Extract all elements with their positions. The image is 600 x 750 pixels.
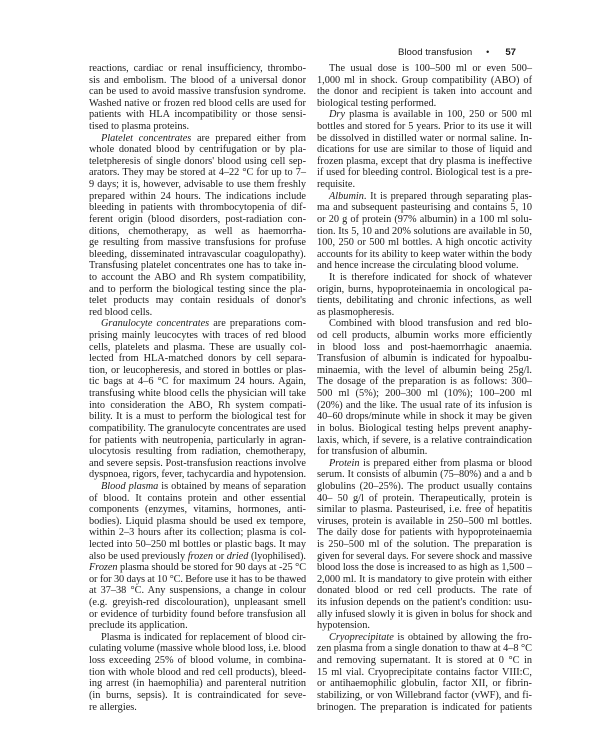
- text-run: Transfusing platelet concentrates one has to take in-: [89, 260, 306, 272]
- text-run: bodies). Liquid plasma should be used ex tempore,: [89, 515, 306, 527]
- page-number: 57: [505, 46, 516, 58]
- text-line: [317, 493, 532, 505]
- text-run: re allergies.: [89, 701, 137, 713]
- text-run: is prepared either from plasma or blood: [359, 457, 532, 469]
- text-run: blood loss the dose is increased to as high as 1,500 –: [317, 562, 532, 574]
- italic-term: dried: [226, 550, 249, 562]
- text-run: at 37–38 °C. Any suspensions, a change in colour: [89, 585, 306, 597]
- text-run: zen plasma from a single donation to thaw at 4–8 °C: [317, 643, 532, 655]
- text-line: [89, 609, 306, 621]
- text-line: [317, 388, 532, 400]
- text-run: od cell products, albumin works more efficiently: [317, 330, 532, 342]
- text-run: bility. It is a must to perform the biological test for: [89, 411, 306, 423]
- text-run: prepared within 24 hours. The indications include: [89, 190, 306, 202]
- text-line: [317, 690, 532, 702]
- text-run: 40– 50 g/l of protein. Therapeutically, protein is: [317, 492, 532, 504]
- text-line: [89, 585, 306, 597]
- text-line: [317, 702, 532, 714]
- text-run: transfusing white blood cells the physician will take: [89, 388, 306, 400]
- text-run: The daily dose for patients with hypoproteinaemia: [317, 527, 532, 539]
- text-run: serum. It consists of albumin (75–80%) and a and b: [317, 469, 532, 481]
- text-line: [89, 156, 306, 168]
- text-line: [317, 643, 532, 655]
- text-line: [317, 632, 532, 644]
- text-run: . It is prepared through separating plas-: [363, 190, 532, 202]
- text-run: laxis, which, if severe, is a relative contraindication: [317, 434, 532, 446]
- text-run: also be used previously: [89, 550, 188, 562]
- text-run: stabilizing, or von Willebrand factor (vWF), and fi-: [317, 689, 532, 701]
- text-run: preclude its application.: [89, 620, 188, 632]
- italic-term: Frozen: [89, 562, 118, 574]
- text-run: telet products may contain residuals of donor's: [89, 295, 306, 307]
- text-run: within 2–3 hours after its collection; plasma is col-: [89, 527, 306, 539]
- text-line: [317, 539, 532, 551]
- text-line: [317, 620, 532, 632]
- text-run: given for several days. For severe shock and massive: [317, 550, 532, 562]
- text-run: brinogen. The preparation is indicated for patients: [317, 701, 532, 713]
- text-run: culating volume (massive whole blood loss, i.e. blood: [89, 643, 306, 655]
- text-run: tic bags at 4–6 °C for maximum 24 hours. Again,: [89, 376, 306, 388]
- text-line: [317, 121, 532, 133]
- text-line: [317, 353, 532, 365]
- text-line: [317, 330, 532, 342]
- text-run: or antihaemophilic globulin, factor XII, or fibrin-: [317, 678, 532, 690]
- text-line: [89, 423, 306, 435]
- text-run: ing arrest (in haemophilia) and parenteral nutrition: [89, 678, 306, 690]
- text-run: viruses, protein is available in 250–500 ml bottles.: [317, 515, 532, 527]
- text-run: compatibility. The granulocyte concentrates are used: [89, 422, 306, 434]
- text-line: [89, 63, 306, 75]
- text-line: [317, 469, 532, 481]
- text-line: [317, 260, 532, 272]
- text-run: frozen plasma, except that dry plasma is ineffective: [317, 155, 532, 167]
- text-line: [317, 400, 532, 412]
- text-line: [89, 539, 306, 551]
- text-line: [89, 260, 306, 272]
- text-line: [89, 237, 306, 249]
- text-run: or evidence of turbidity found before transfusion all: [89, 608, 306, 620]
- text-line: [317, 307, 532, 319]
- text-line: [89, 376, 306, 388]
- text-run: Transfusion of albumin is indicated for hypoalbu-: [317, 353, 532, 365]
- text-run: into consideration the ABO, Rh system compati-: [89, 399, 306, 411]
- text-line: [317, 98, 532, 110]
- text-line: [89, 504, 306, 516]
- running-title: Blood transfusion: [398, 46, 473, 58]
- text-line: [317, 342, 532, 354]
- text-run: is obtained by means of separation: [158, 480, 306, 492]
- text-run: lected into 50–250 ml bottles or plastic bags. It may: [89, 538, 306, 550]
- text-run: bleeding, disseminated intravascular coagulopathy).: [89, 248, 306, 260]
- text-line: [89, 655, 306, 667]
- text-run: (e.g. greyish-red discolouration), unpleasant smell: [89, 597, 306, 609]
- text-run: dications for use are similar to those of liquid and: [317, 144, 532, 156]
- text-line: [89, 167, 306, 179]
- text-run: as plasmopheresis.: [317, 306, 395, 318]
- text-line: [89, 458, 306, 470]
- text-run: globulins (20–25%). The product usually contains: [317, 480, 532, 492]
- text-run: accounts for its ability to keep water within the body: [317, 248, 532, 260]
- text-run: The dosage of the preparation is as follows: 300–: [317, 376, 532, 388]
- italic-term: Albumin: [329, 190, 364, 202]
- text-run: or 20 g of protein (97% albumin) in a 100 ml solu-: [317, 213, 532, 225]
- text-line: [317, 167, 532, 179]
- text-line: [317, 249, 532, 261]
- text-line: [89, 86, 306, 98]
- text-run: cells, platelets and plasma. These are usually col-: [89, 341, 306, 353]
- text-run: tients, debilitating and chronic infections, as well: [317, 295, 532, 307]
- text-line: [317, 284, 532, 296]
- text-line: [89, 643, 306, 655]
- text-line: [89, 435, 306, 447]
- text-line: [89, 353, 306, 365]
- text-run: teletpheresis of single donors' blood using cell sep-: [89, 155, 306, 167]
- text-run: or: [213, 550, 227, 562]
- text-line: [89, 562, 306, 574]
- text-run: if used for bleeding control. Biological test is a pre-: [317, 167, 532, 179]
- text-run: to account the ABO and Rh system compatibility,: [89, 271, 306, 283]
- text-run: ditions, chemotherapy, as well as haemorrha-: [89, 225, 306, 237]
- text-run: The usual dose is 100–500 ml or even 500–: [329, 63, 532, 74]
- text-run: are preparations com-: [209, 318, 306, 330]
- text-line: [317, 574, 532, 586]
- text-run: requisite.: [317, 179, 356, 191]
- text-run: (in burns, sepsis). It is contraindicated for seve-: [89, 689, 306, 701]
- text-run: tion with whole blood and red cell products), bleed-: [89, 666, 306, 678]
- text-line: [89, 597, 306, 609]
- text-run: is obtained by allowing the fro-: [393, 631, 532, 643]
- text-run: ulocytosis resulting from radiation, chemotherapy,: [89, 446, 306, 458]
- text-line: [89, 342, 306, 354]
- text-run: and removing supernatant. It is stored at 0 °C in: [317, 655, 532, 667]
- left-text-column: [89, 63, 306, 713]
- text-run: donated blood or red cell products. The rate of: [317, 585, 532, 597]
- text-line: [89, 318, 306, 330]
- text-run: lected from HLA-matched donors by cell separa-: [89, 353, 306, 365]
- text-line: [317, 551, 532, 563]
- text-line: [317, 272, 532, 284]
- text-run: for transfusion of albumin.: [317, 446, 428, 458]
- text-run: 1,000 ml in shock. Group compatibility (ABO) of: [317, 74, 532, 86]
- text-line: [89, 272, 306, 284]
- text-run: and severe sepsis. Post-transfusion reactions involve: [89, 457, 306, 469]
- text-run: is 250–500 ml of the solution. The preparation is: [317, 538, 532, 550]
- text-run: 40–60 drops/minute while in shock it may be given: [317, 411, 532, 423]
- text-run: tion. Its 5, 10 and 20% solutions are available in 50,: [317, 225, 532, 237]
- text-run: (20%) and the like. The usual rate of its infusion is: [317, 399, 532, 411]
- text-run: bleeding in patients with thrombocytopenia of dif-: [89, 202, 306, 214]
- text-run: and hence increase the circulating blood volume.: [317, 260, 519, 272]
- text-run: origin, burns, hypoproteinaemia in oncological pa-: [317, 283, 532, 295]
- text-line: [317, 365, 532, 377]
- text-run: tised to plasma proteins.: [89, 121, 190, 133]
- text-run: are prepared either from: [191, 132, 306, 144]
- text-run: It is therefore indicated for shock of whatever: [329, 271, 532, 283]
- text-run: the donor and recipient is taken into account and: [317, 86, 532, 98]
- text-line: [89, 469, 306, 481]
- text-run: 2,000 ml. It is mandatory to give protein with either: [317, 573, 532, 585]
- running-header: [300, 45, 516, 59]
- text-line: [317, 585, 532, 597]
- text-run: dyspnoea, rigors, fever, tachycardia and hypotension.: [89, 469, 306, 481]
- text-run: components (enzymes, vitamins, hormones, anti-: [89, 504, 306, 516]
- text-line: [317, 179, 532, 191]
- text-line: [317, 504, 532, 516]
- text-line: [317, 86, 532, 98]
- text-run: Washed native or frozen red blood cells are used for: [89, 97, 306, 109]
- text-run: tion, or leucopheresis, and stored in bottles or plas-: [89, 364, 306, 376]
- text-line: [317, 295, 532, 307]
- text-run: similar to plasma. Pasteurised, i.e. free of hepatitis: [317, 504, 532, 516]
- text-line: [89, 133, 306, 145]
- text-line: [317, 446, 532, 458]
- italic-term: frozen: [187, 550, 213, 562]
- text-run: for patients with neutropenia, particularly in agran-: [89, 434, 306, 446]
- text-run: in blood loss and post-haemorrhagic anaemia.: [317, 341, 532, 353]
- text-line: [317, 237, 532, 249]
- text-run: in bolus. Biological testing helps prevent anaphy-: [317, 422, 532, 434]
- italic-term: Granulocyte concentrates: [101, 318, 210, 330]
- text-line: [89, 179, 306, 191]
- text-line: [317, 318, 532, 330]
- text-line: [317, 133, 532, 145]
- text-line: [317, 597, 532, 609]
- text-line: [89, 632, 306, 644]
- text-line: [89, 330, 306, 342]
- text-line: [89, 574, 306, 586]
- text-run: minaemia, with the level of albumin being 25g/l.: [317, 364, 532, 376]
- text-run: bottles and stored for 5 years. Prior to its use it will: [317, 121, 532, 133]
- text-run: (lyophilised).: [248, 550, 306, 562]
- text-line: [317, 667, 532, 679]
- italic-term: Protein: [329, 457, 360, 469]
- text-run: plasma should be stored for 90 days at -25 °C: [117, 562, 307, 574]
- text-line: [317, 226, 532, 238]
- text-line: [317, 423, 532, 435]
- text-run: patients with HLA incompatibility or those sensi-: [89, 109, 306, 121]
- text-line: [89, 446, 306, 458]
- right-text-column: [317, 63, 532, 713]
- text-line: [89, 667, 306, 679]
- text-line: [317, 609, 532, 621]
- text-run: 100, 250 or 500 ml bottles. A high oncotic activity: [317, 237, 532, 249]
- text-line: [89, 551, 306, 563]
- text-line: [317, 516, 532, 528]
- text-run: 15 ml vial. Cryoprecipitate contains factor VIII:C,: [317, 666, 532, 678]
- text-run: ma and subsequent pasteurising and contains 5, 10: [317, 202, 532, 214]
- text-line: [89, 400, 306, 412]
- text-run: or for 30 days at 10 °C. Before use it has to be thawed: [89, 573, 306, 585]
- text-line: [317, 191, 532, 203]
- text-line: [89, 109, 306, 121]
- text-run: 9 days; it is, however, advisable to use them freshly: [89, 179, 306, 191]
- text-run: plasma is available in 100, 250 or 500 ml: [345, 109, 532, 121]
- text-run: ge resulting from massive transfusions for profuse: [89, 237, 306, 249]
- text-line: [317, 435, 532, 447]
- text-run: its infusion depends on the patient's condition: usu-: [317, 597, 532, 609]
- text-line: [89, 481, 306, 493]
- text-line: [317, 458, 532, 470]
- text-run: biological testing performed.: [317, 97, 437, 109]
- italic-term: Platelet concentrates: [101, 132, 192, 144]
- text-line: [89, 690, 306, 702]
- text-line: [317, 527, 532, 539]
- text-run: Combined with blood transfusion and red blo-: [329, 318, 532, 330]
- text-run: Plasma is indicated for replacement of blood cir-: [101, 631, 306, 643]
- text-run: ferent origin (blood disorders, post-radiation con-: [89, 213, 306, 225]
- text-line: [89, 365, 306, 377]
- text-line: [317, 109, 532, 121]
- text-line: [89, 493, 306, 505]
- italic-term: Blood plasma: [101, 480, 159, 492]
- text-line: [317, 202, 532, 214]
- text-line: [317, 376, 532, 388]
- text-line: [89, 98, 306, 110]
- text-line: [89, 121, 306, 133]
- text-run: sis and embolism. The blood of a universal donor: [89, 74, 306, 86]
- text-line: [317, 75, 532, 87]
- text-line: [89, 249, 306, 261]
- text-run: can be used to avoid massive transfusion syndrome.: [89, 86, 306, 98]
- text-run: of blood. It contains protein and other essential: [89, 492, 306, 504]
- text-line: [89, 191, 306, 203]
- text-line: [317, 411, 532, 423]
- text-line: [317, 481, 532, 493]
- text-line: [89, 284, 306, 296]
- text-run: prising mainly leucocytes with traces of red blood: [89, 330, 306, 342]
- text-run: ally infused slowly it is given in bolus for shock and: [317, 608, 532, 620]
- text-line: [89, 388, 306, 400]
- text-line: [89, 411, 306, 423]
- text-line: [89, 307, 306, 319]
- text-line: [317, 562, 532, 574]
- text-line: [89, 678, 306, 690]
- text-line: [89, 214, 306, 226]
- text-line: [89, 226, 306, 238]
- text-line: [317, 214, 532, 226]
- text-run: hypotension.: [317, 620, 370, 632]
- text-line: [89, 620, 306, 632]
- text-line: [89, 702, 306, 714]
- text-run: arators. They may be stored at 4–22 °C for up to 7–: [89, 167, 306, 179]
- italic-term: Dry: [329, 109, 346, 121]
- text-run: loss exceeding 25% of blood volume, in combina-: [89, 655, 306, 667]
- text-run: whole donated blood by centrifugation or by pla-: [89, 144, 306, 156]
- text-run: reactions, cardiac or renal insufficiency, thrombo-: [89, 63, 306, 74]
- text-line: [317, 678, 532, 690]
- text-line: [89, 202, 306, 214]
- italic-term: Cryoprecipitate: [329, 631, 394, 643]
- bullet-separator: •: [486, 47, 490, 57]
- text-line: [89, 144, 306, 156]
- text-line: [317, 655, 532, 667]
- text-line: [317, 144, 532, 156]
- text-line: [89, 75, 306, 87]
- text-run: and to perform the biological testing since the pla-: [89, 283, 306, 295]
- text-line: [317, 156, 532, 168]
- text-line: [89, 295, 306, 307]
- text-run: red blood cells.: [89, 306, 153, 318]
- text-line: [317, 63, 532, 75]
- text-line: [89, 527, 306, 539]
- text-run: be dissolved in distilled water or normal saline. In-: [317, 132, 532, 144]
- text-line: [89, 516, 306, 528]
- text-run: 500 ml (5%); 200–300 ml (10%); 100–200 ml: [317, 388, 532, 400]
